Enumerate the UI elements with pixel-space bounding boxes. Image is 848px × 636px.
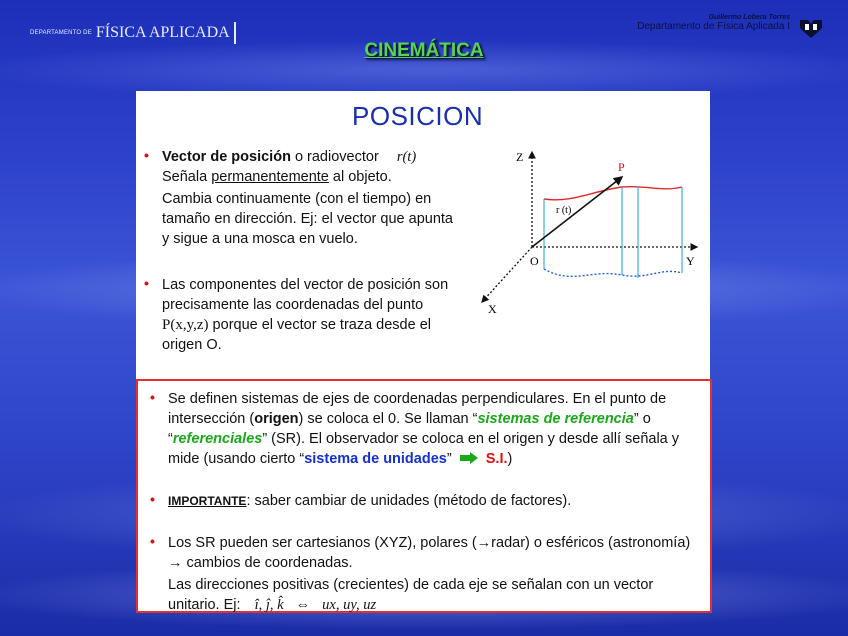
author-block — [637, 14, 790, 32]
reference-systems-box — [136, 379, 712, 613]
text-quote: ” — [446, 451, 452, 467]
bullet-marker: • — [150, 533, 155, 549]
position-vector-arrow — [532, 177, 622, 247]
text-points: Señala — [162, 169, 212, 185]
x-axis — [482, 247, 532, 302]
slide-title: POSICION — [352, 101, 484, 131]
text-close: ) — [507, 451, 513, 467]
slide-panel — [136, 91, 710, 611]
label-point-p: P — [618, 160, 625, 174]
department-name: Departamento de Física Aplicada I — [637, 21, 790, 32]
term-reference-systems: sistemas de referencia — [477, 411, 634, 427]
author-name: Guillermo Lobera Torres — [708, 14, 790, 21]
bullet-reference-systems — [168, 389, 708, 469]
text-change-units: : saber cambiar de unidades (método de factores). — [246, 493, 572, 509]
label-x: X — [488, 302, 497, 316]
text-placed: ) se coloca el 0. Se llaman “ — [298, 411, 478, 427]
bullet-marker: • — [150, 491, 155, 507]
label-y: Y — [686, 254, 695, 268]
label-origin: O — [530, 254, 539, 268]
university-logo-icon — [798, 16, 824, 40]
label-r-of-t: r (t) — [556, 205, 572, 216]
logo-big-text: FÍSICA APLICADA — [95, 24, 230, 41]
text-unit-vector: Las direcciones positivas (crecientes) de cada eje se señalan con un vector unitario. Ej: — [168, 577, 654, 613]
text-origin: porque el vector se traza desde el origen O. — [162, 317, 431, 353]
slide-header — [0, 40, 848, 62]
text-radiovector: o radiovector — [290, 149, 379, 165]
bullet-coordinate-types — [168, 533, 708, 615]
term-position-vector: Vector de posición — [162, 149, 291, 165]
formula-unit-vectors: î, ĵ, k̂ — [254, 597, 284, 613]
term-unit-system: sistema de unidades — [304, 451, 447, 467]
text-components: Las componentes del vector de posición son precisamente las coordenadas del punto — [162, 277, 449, 313]
term-important: IMPORTANTE — [168, 494, 247, 508]
text-observer: ” (SR). El observador se coloca en el origen y desde allí señala y mide (usando cierto “ — [168, 431, 680, 467]
green-arrow-icon — [460, 452, 478, 464]
formula-u-vectors: ux, uy, uz — [322, 597, 377, 613]
text-coordinate-types: Los SR pueden ser cartesianos (XYZ), polares (→radar) o esféricos (astronomía) → cambios de coordenadas. — [168, 535, 691, 571]
formula-point: P(x,y,z) — [162, 317, 209, 333]
term-si: S.I. — [485, 451, 508, 467]
bullet-marker: • — [144, 147, 149, 163]
bullet-components — [162, 275, 462, 355]
formula-r-of-t: r(t) — [396, 149, 417, 165]
term-origin: origen — [254, 411, 299, 427]
bullet-marker: • — [150, 389, 155, 405]
text-changes: Cambia continuamente (con el tiempo) en tamaño en dirección. Ej: el vector que apunta y sigue a una mosca en vuelo. — [162, 191, 453, 247]
bullet-marker: • — [144, 275, 149, 291]
bullet-position-vector — [162, 147, 462, 249]
term-referentials: referenciales — [172, 431, 263, 447]
bullet-important — [168, 491, 708, 511]
text-define: Se definen sistemas de ejes de coordenadas perpendiculares. En el punto de intersección ( — [168, 391, 667, 427]
logo-small-text: DEPARTAMENTO DE — [30, 30, 92, 36]
coordinate-diagram — [472, 147, 708, 323]
trajectory-projection — [544, 269, 682, 276]
text-permanently: permanentemente — [211, 169, 329, 185]
text-or: ” o “ — [168, 411, 651, 447]
label-z: Z — [516, 150, 524, 164]
equivalence-symbol: ⇔ — [295, 597, 311, 613]
text-to-object: al objeto. — [328, 169, 392, 185]
trajectory-top — [544, 187, 682, 200]
header-title: CINEMÁTICA — [364, 40, 484, 61]
